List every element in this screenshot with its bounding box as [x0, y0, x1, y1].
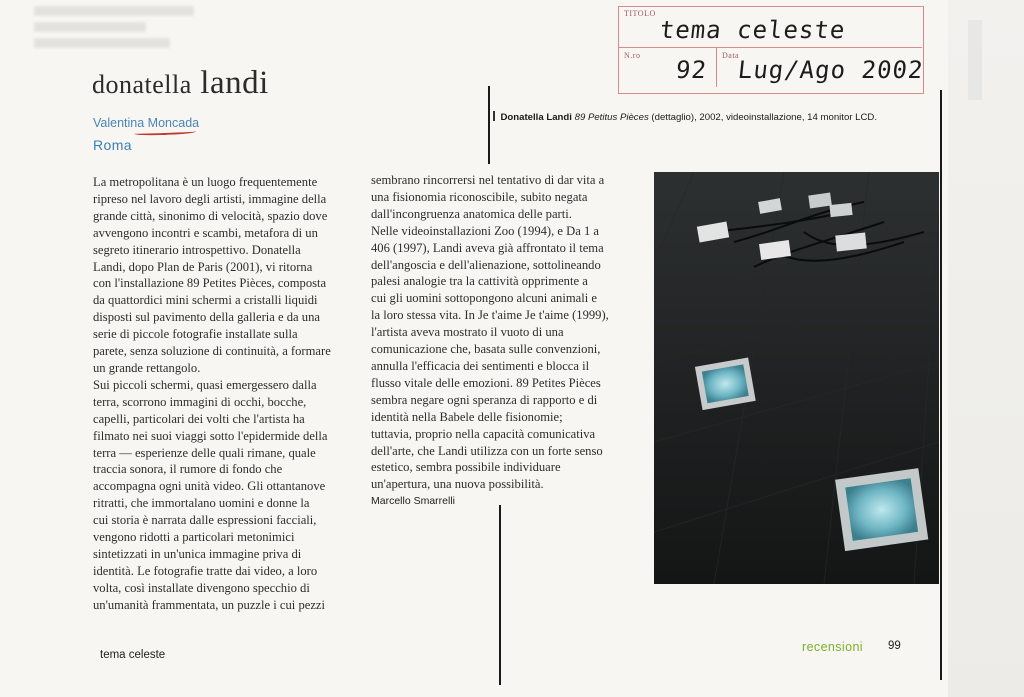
column-rule-bottom: [499, 505, 501, 685]
article-column-2: [371, 172, 629, 510]
title-first-name: donatella: [92, 70, 192, 99]
article-signature: Marcello Smarrelli: [371, 495, 456, 508]
caption-work-title: 89 Petitus Pièces: [574, 112, 649, 123]
footer-page-number: 99: [888, 640, 901, 652]
photo-illustration: [654, 172, 939, 584]
text-line: estetico, sembra possibile individuare: [371, 460, 561, 475]
text-line: dell'angoscia e dell'alienazione, sottolineando: [371, 257, 601, 272]
text-line: terra — esperienze delle quali rimane, quale: [93, 445, 316, 460]
article-title: [92, 64, 269, 102]
text-line: ripreso nel lavoro degli artisti, immagine della: [93, 191, 327, 206]
text-line: identità. Le fotografie tratte dai video, a loro: [93, 563, 318, 578]
stamp-divider-horizontal: [618, 47, 922, 48]
text-line: sembrano rincorrersi nel tentativo di dar vita a: [371, 173, 605, 187]
text-line: dell'arte, che Landi utilizza con un forte senso: [371, 443, 603, 458]
text-line: serie di piccole fotografie installate sulla: [93, 327, 298, 342]
right-page-rule: [940, 90, 942, 680]
text-line: un'umanità frammentata, un puzzle i cui pezzi: [93, 597, 326, 612]
text-line: cui gli uomini sottopongono alcuni animali e: [371, 291, 597, 306]
text-line: traccia sonora, il rumore di fondo che: [93, 462, 283, 477]
article-column-1: [93, 174, 355, 614]
handwritten-date: Lug/Ago 2002: [736, 56, 925, 84]
stamp-label-nro: N.ro: [624, 51, 641, 60]
text-line: con l'installazione 89 Petites Pièces, composta: [93, 276, 327, 291]
text-line: flusso vitale delle emozioni. 89 Petites Pièces: [371, 375, 601, 390]
bleed-through-text: [34, 0, 194, 60]
text-line: dall'incongruenza anatomica delle parti.: [371, 206, 572, 221]
article-author: Valentina Moncada: [93, 116, 200, 130]
text-line: segreto itinerario introspettivo. Donatella: [93, 242, 301, 257]
text-line: La metropolitana è un luogo frequentemente: [93, 175, 318, 189]
stamp-label-titolo: TITOLO: [624, 9, 656, 18]
text-line: palesi analogie tra la cattività opprimente a: [371, 274, 588, 289]
text-line: parete, senza soluzione di continuità, a formare: [93, 344, 331, 359]
text-line: l'artista aveva mostrato il vuoto di una: [371, 325, 564, 340]
text-line: un grande rettangolo.: [93, 360, 201, 375]
text-line: Sui piccoli schermi, quasi emergessero dalla: [93, 377, 317, 392]
text-line: da quattordici mini schermi a cristalli liquidi: [93, 293, 318, 308]
stamp-label-data: Data: [722, 51, 740, 60]
text-line: Nelle videoinstallazioni Zoo (1994), e Da 1 a: [371, 223, 600, 238]
text-line: sembra negare ogni speranza di rapporto e di: [371, 392, 598, 407]
text-line: un'apertura, una nuova possibilità.: [371, 477, 544, 492]
text-line: cui storia è narrata dalle espressioni facciali,: [93, 513, 317, 528]
photo-caption: [493, 111, 877, 123]
caption-bar-marker: [493, 111, 495, 121]
column-rule-top: [488, 86, 490, 164]
handwritten-magazine-title: tema celeste: [658, 16, 847, 44]
text-line: una fisionomia riconoscibile, subito negata: [371, 189, 588, 204]
text-line: la loro stessa vita. In Je t'aime Je t'aime (1999),: [371, 308, 609, 323]
caption-artist: Donatella Landi: [500, 112, 572, 123]
title-last-name: landi: [200, 65, 269, 101]
text-line: Landi, dopo Plan de Paris (2001), vi ritorna: [93, 259, 313, 274]
footer-magazine-name: tema celeste: [100, 649, 166, 661]
text-line: capelli, particolari dei volti che l'artista ha: [93, 411, 305, 426]
installation-photo: [654, 172, 939, 584]
text-line: 406 (1997), Landi aveva già affrontato il tema: [371, 240, 604, 255]
text-line: vengono ridotti a particolari metonimici: [93, 530, 295, 545]
text-line: terra, scorrono immagini di occhi, bocche,: [93, 394, 307, 409]
adjacent-page-edge: [948, 0, 1024, 697]
text-line: disposti sul pavimento della galleria e da una: [93, 310, 320, 325]
text-line: ritratti, che immortalano uomini e donne la: [93, 496, 310, 511]
stamp-divider-vertical: [716, 47, 717, 87]
text-line: grande città, sinonimo di velocità, spazio dove: [93, 208, 328, 223]
text-line: identità nella Babele delle fisionomie;: [371, 409, 563, 424]
text-line: avvengono incontri e scambi, metafora di un: [93, 225, 318, 240]
caption-details: (dettaglio), 2002, videoinstallazione, 14 monitor LCD.: [651, 112, 878, 123]
footer-section-label: recensioni: [802, 640, 863, 654]
text-line: volta, così installate divengono specchio di: [93, 580, 310, 595]
text-line: filmato nei suoi viaggi sotto l'epidermide della: [93, 428, 328, 443]
article-city: Roma: [93, 137, 132, 153]
text-line: tuttavia, proprio nella capacità comunicativa: [371, 426, 596, 441]
text-line: comunicazione che, basata sulle convenzioni,: [371, 342, 601, 357]
text-line: accompagna ogni unità video. Gli ottantanove: [93, 479, 326, 494]
text-line: sintetizzati in un'unica immagine priva di: [93, 546, 302, 561]
text-line: annulla l'efficacia dei sentimenti e blocca il: [371, 358, 590, 373]
handwritten-issue-number: 92: [674, 56, 709, 84]
